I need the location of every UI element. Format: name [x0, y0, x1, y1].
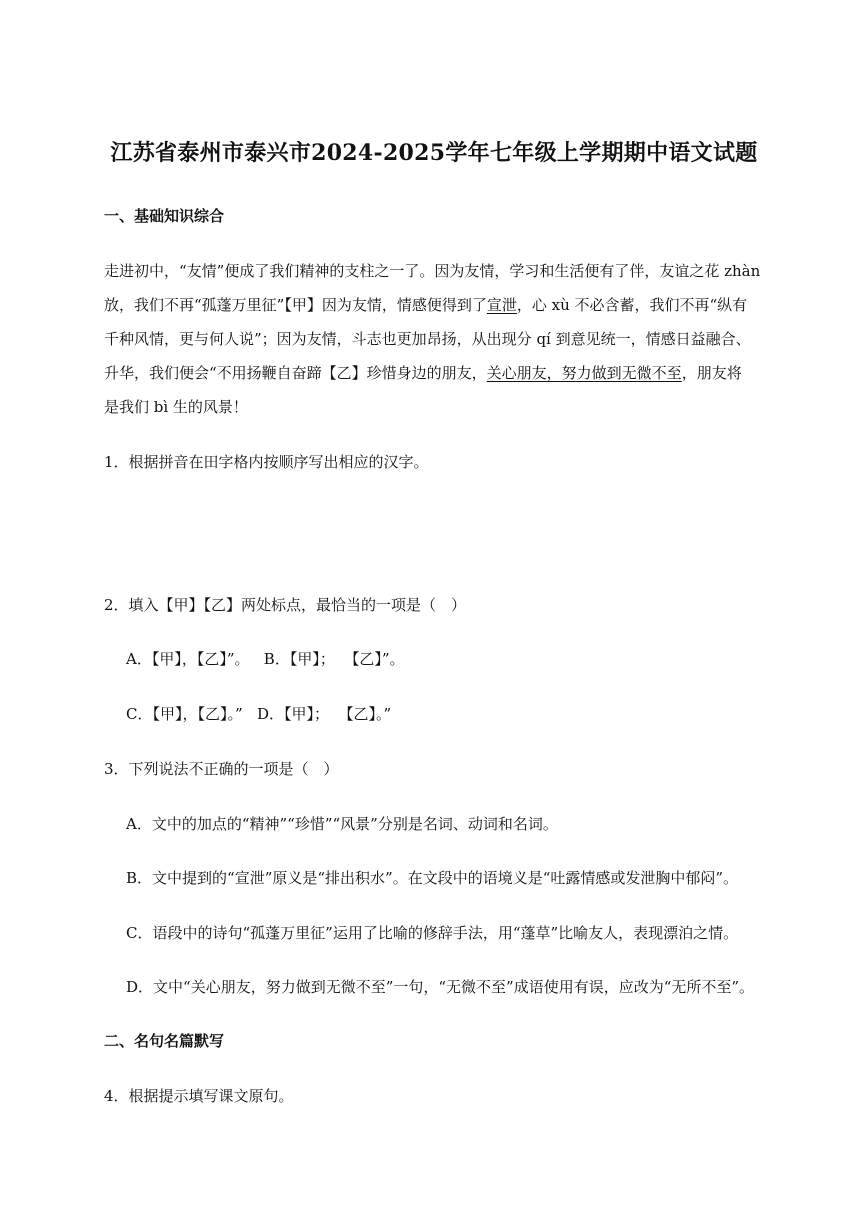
- passage-line-1: 走进初中，“友情”便成了我们精神的支柱之一了。因为友情，学习和生活便有了伴，友谊之花 zhàn: [104, 262, 761, 280]
- passage-line-4-pre: 升华，我们便会“不用扬鞭自奋蹄【乙】珍惜身边的朋友，: [104, 364, 487, 382]
- passage-line-4: [104, 362, 742, 384]
- passage-line-3: 千种风情，更与何人说”；因为友情，斗志也更加昂扬，从出现分 qí 到意见统一，情感日益融合、: [104, 330, 751, 348]
- question-1: 1．根据拼音在田字格内按顺序写出相应的汉字。: [104, 453, 429, 471]
- document-title: 江苏省泰州市泰兴市2024-2025学年七年级上学期期中语文试题: [110, 140, 758, 166]
- question-3-stem: 3．下列说法不正确的一项是（ ）: [104, 760, 339, 778]
- question-2-options-cd: C．【甲】，【乙】。” D．【甲】； 【乙】。”: [126, 705, 392, 723]
- passage-line-2-pre: 放，我们不再“孤蓬万里征”【甲】因为友情，情感便得到了: [104, 296, 487, 314]
- question-4: 4．根据提示填写课文原句。: [104, 1087, 294, 1105]
- passage-line-2: [104, 294, 747, 316]
- passage-line-2-post: ，心 xù 不必含蓄，我们不再“纵有: [516, 296, 748, 314]
- question-3-option-a: A．文中的加点的“精神”“珍惜”“风景”分别是名词、动词和名词。: [126, 815, 558, 833]
- underlined-phrase: 关心朋友，努力做到无微不至: [486, 364, 682, 382]
- question-2-options-ab: A．【甲】，【乙】”。 B．【甲】； 【乙】”。: [126, 650, 405, 668]
- question-3-option-c: C．语段中的诗句“孤蓬万里征”运用了比喻的修辞手法，用“蓬草”比喻友人，表现漂泊之情。: [126, 924, 739, 942]
- question-2-stem: 2．填入【甲】【乙】两处标点，最恰当的一项是（ ）: [104, 596, 467, 614]
- question-3-option-d: D．文中“关心朋友，努力做到无微不至”一句，“无微不至”成语使用有误，应改为“无所不至”。: [126, 978, 755, 996]
- question-3-option-b: B．文中提到的“宣泄”原义是“排出积水”。在文段中的语境义是“吐露情感或发泄胸中郁闷”。: [126, 869, 739, 887]
- passage-line-5: 是我们 bì 生的风景！: [104, 398, 248, 416]
- section-heading-2: 二、名句名篇默写: [104, 1032, 225, 1050]
- underlined-word-xuanxie: 宣泄: [486, 296, 517, 314]
- passage-line-4-post: ，朋友将: [681, 364, 742, 382]
- section-heading-1: 一、基础知识综合: [104, 207, 225, 225]
